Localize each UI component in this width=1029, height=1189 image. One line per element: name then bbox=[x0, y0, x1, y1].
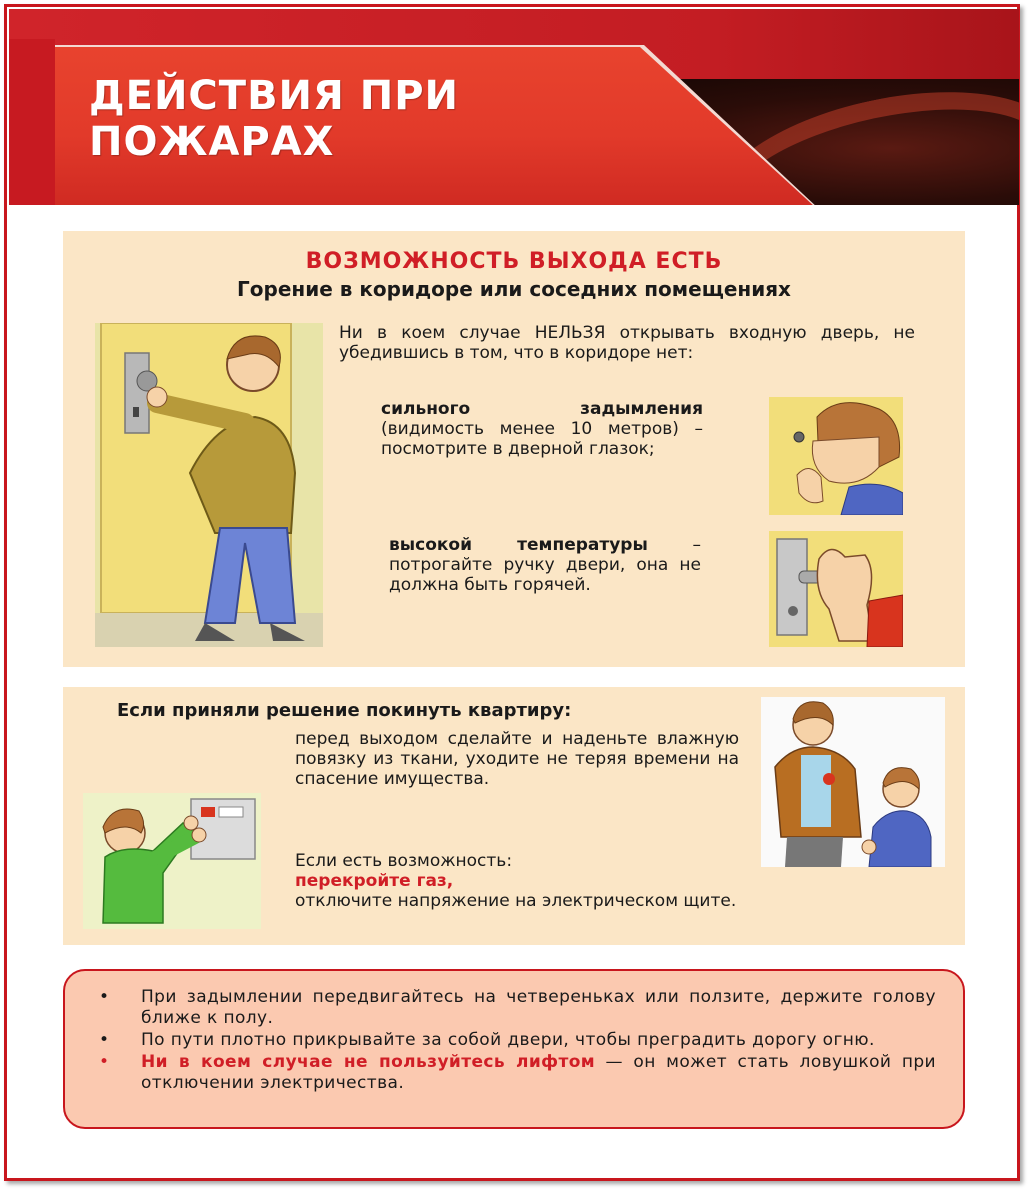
switchboard-illustration bbox=[83, 793, 261, 929]
section1-item-heat bbox=[389, 535, 701, 595]
header-banner bbox=[9, 9, 1019, 205]
page-title bbox=[89, 73, 459, 165]
section2-text2 bbox=[295, 851, 755, 911]
section2-text2-lead: Если есть возможность: bbox=[295, 851, 513, 871]
section1-item-smoke bbox=[381, 399, 703, 459]
section1-subtitle: Горение в коридоре или соседних помещениях bbox=[237, 277, 791, 301]
note-item bbox=[91, 1052, 936, 1094]
note-item bbox=[91, 1030, 936, 1051]
section2-text2-gas: перекройте газ, bbox=[295, 871, 454, 891]
item-heat-text: – потрогайте ручку двери, она не должна быть горячей. bbox=[389, 535, 702, 595]
note-item1-text: При задымлении передвигайтесь на четвереньках или ползите, держите голову ближе к полу. bbox=[141, 987, 936, 1028]
safety-notes bbox=[63, 969, 965, 1129]
item-smoke-text: (видимость менее 10 метров) – посмотрите в дверной глазок; bbox=[381, 419, 703, 459]
poster-frame bbox=[4, 4, 1020, 1181]
item-heat-bold: высокой температуры bbox=[389, 535, 648, 555]
page-title-line2: ПОЖАРАХ bbox=[89, 119, 335, 165]
note-item3-text: — он может стать ловушкой при отключении электричества. bbox=[141, 1052, 936, 1093]
section-exit-possible bbox=[63, 231, 965, 667]
door-boy-illustration bbox=[95, 323, 323, 647]
section2-text2-rest: отключите напряжение на электрическом щите. bbox=[295, 891, 737, 911]
section2-text1: перед выходом сделайте и наденьте влажную повязку из ткани, уходите не теряя времени на спасение имущества. bbox=[295, 729, 739, 789]
safety-notes-list bbox=[91, 987, 936, 1095]
section1-title: ВОЗМОЖНОСТЬ ВЫХОДА ЕСТЬ bbox=[305, 249, 723, 274]
section2-title: Если приняли решение покинуть квартиру: bbox=[117, 700, 572, 721]
note-bullet: • bbox=[99, 1052, 110, 1072]
header-left-strip bbox=[9, 39, 55, 205]
page-title-line1: ДЕЙСТВИЯ ПРИ bbox=[89, 73, 460, 119]
note-item bbox=[91, 987, 936, 1029]
note-item2-text: По пути плотно прикрывайте за собой двери, чтобы преградить дорогу огню. bbox=[141, 1030, 875, 1050]
peephole-illustration bbox=[769, 397, 903, 515]
note-bullet: • bbox=[99, 987, 110, 1007]
item-smoke-bold: сильного задымления bbox=[381, 399, 703, 419]
note-bullet: • bbox=[99, 1030, 110, 1050]
section1-intro: Ни в коем случае НЕЛЬЗЯ открывать входную дверь, не убедившись в том, что в коридоре нет: bbox=[339, 323, 915, 363]
boy-with-father-illustration bbox=[761, 697, 945, 867]
section-leave-apartment bbox=[63, 687, 965, 945]
note-item3-warning: Ни в коем случае не пользуйтесь лифтом bbox=[141, 1052, 596, 1072]
door-handle-illustration bbox=[769, 531, 903, 647]
